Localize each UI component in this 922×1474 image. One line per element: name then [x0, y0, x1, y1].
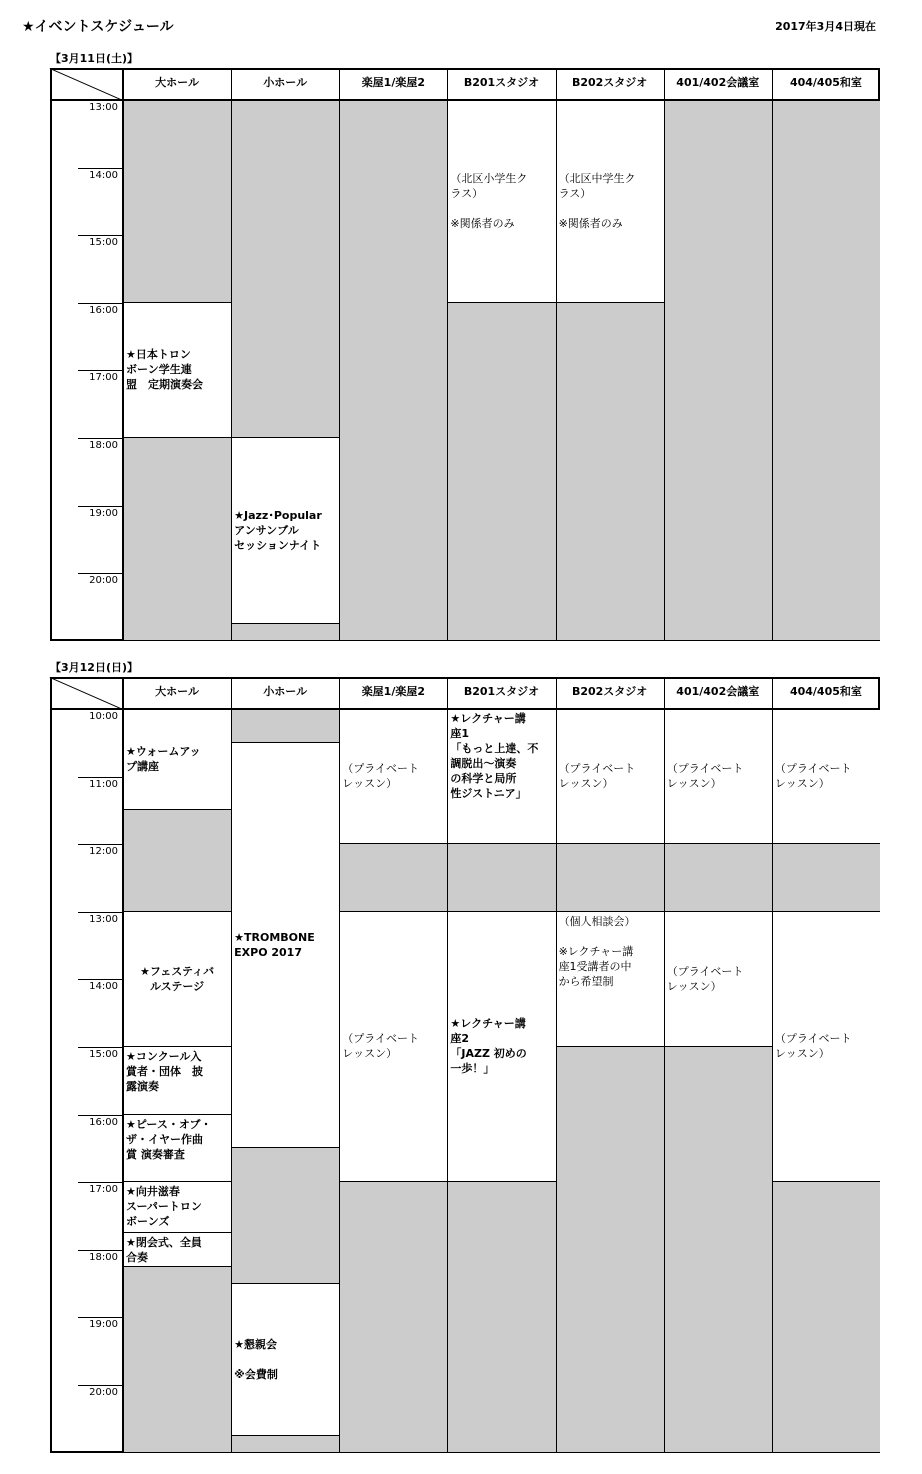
hour-line	[78, 168, 123, 169]
event-text: ★ピース・オブ・ ザ・イヤー作曲 賞 演奏審査	[126, 1117, 212, 1161]
unavailable-slot	[664, 844, 772, 912]
room-header: 401/402会議室	[676, 76, 760, 89]
event-block[interactable]	[339, 709, 447, 844]
room-header: 401/402会議室	[676, 685, 760, 698]
room-header: 404/405和室	[789, 76, 862, 89]
unavailable-slot	[123, 810, 231, 911]
hour-line	[78, 1250, 123, 1251]
time-label: 10:00	[89, 711, 118, 722]
hour-line	[78, 1182, 123, 1183]
time-label: 15:00	[89, 237, 118, 249]
event-text: ★レクチャー講 座2 「JAZZ 初めの 一歩！」	[450, 1017, 527, 1076]
unavailable-slot	[339, 1182, 447, 1452]
time-label: 14:00	[89, 169, 118, 181]
time-label: 12:00	[89, 846, 118, 858]
hour-line	[78, 370, 123, 371]
unavailable-slot	[231, 100, 339, 438]
time-label: 14:00	[89, 981, 118, 993]
unavailable-slot	[339, 844, 447, 912]
time-label: 18:00	[89, 1251, 118, 1263]
column-divider	[231, 68, 232, 641]
hour-line	[78, 979, 123, 980]
event-block[interactable]	[123, 1047, 231, 1115]
event-text: （プライベート レッスン）	[342, 762, 419, 791]
unavailable-slot	[231, 624, 339, 641]
time-label: 16:00	[89, 1116, 118, 1128]
unavailable-slot	[772, 100, 880, 641]
event-block[interactable]	[556, 709, 664, 844]
room-header: 小ホール	[263, 685, 308, 698]
room-header: B201スタジオ	[463, 76, 540, 89]
time-label: 17:00	[89, 1184, 118, 1196]
event-block[interactable]	[772, 709, 880, 844]
hour-line	[78, 438, 123, 439]
event-text: （プライベート レッスン）	[558, 762, 636, 791]
time-label: 13:00	[89, 913, 118, 925]
column-divider	[664, 677, 665, 1453]
unavailable-slot	[772, 844, 880, 912]
event-block[interactable]	[123, 1233, 231, 1267]
event-text: ★ウォームアッ プ講座	[126, 745, 201, 774]
event-text: ★懇親会 ※会費制	[234, 1337, 278, 1381]
unavailable-slot	[664, 100, 772, 641]
event-block[interactable]	[231, 1284, 339, 1436]
event-block[interactable]	[447, 709, 555, 844]
event-text: ★フェスティバ ルステージ	[139, 964, 215, 993]
column-divider	[556, 677, 557, 1453]
unavailable-slot	[123, 100, 231, 303]
unavailable-slot	[556, 1047, 664, 1453]
event-text: （プライベート レッスン）	[774, 762, 852, 791]
column-divider	[231, 677, 232, 1453]
unavailable-slot	[123, 1267, 231, 1453]
event-block[interactable]	[664, 709, 772, 844]
unavailable-slot	[772, 1182, 880, 1452]
hour-line	[78, 1385, 123, 1386]
room-header: B202スタジオ	[571, 76, 648, 89]
column-divider	[772, 68, 773, 641]
event-text: （プライベート レッスン）	[666, 762, 744, 791]
time-label: 17:00	[89, 372, 118, 384]
hour-line	[78, 303, 123, 304]
hour-line	[78, 1317, 123, 1318]
schedule-table-march-11	[50, 68, 880, 641]
time-label: 16:00	[89, 304, 118, 316]
time-column-divider	[122, 68, 124, 641]
unavailable-slot	[231, 709, 339, 743]
time-column-divider	[122, 677, 124, 1453]
column-divider	[447, 677, 448, 1453]
time-label: 20:00	[89, 1387, 118, 1398]
schedule-table-march-12	[50, 677, 880, 1453]
time-label: 18:00	[89, 440, 118, 451]
event-text: （プライベート レッスン）	[774, 1032, 852, 1061]
column-divider	[339, 68, 340, 641]
hour-line	[78, 506, 123, 507]
time-label: 11:00	[89, 778, 118, 790]
unavailable-slot	[231, 1436, 339, 1453]
unavailable-slot	[447, 844, 555, 912]
column-divider	[339, 677, 340, 1453]
time-label: 13:00	[89, 102, 118, 113]
time-label: 19:00	[89, 507, 118, 519]
day-label-march-11: 【3月11日(土)】	[50, 52, 139, 65]
time-label: 15:00	[89, 1049, 118, 1060]
event-text: ★コンクール入 賞者・団体 披 露演奏	[126, 1050, 203, 1093]
hour-line	[78, 235, 123, 236]
room-header: 小ホール	[263, 76, 308, 89]
event-block[interactable]	[123, 912, 231, 1047]
day-label-march-12: 【3月12日(日)】	[50, 661, 139, 674]
event-block[interactable]	[447, 912, 555, 1182]
time-label: 20:00	[89, 575, 118, 587]
hour-line	[78, 1115, 123, 1116]
hour-line	[78, 573, 123, 574]
event-text: （プライベート レッスン）	[342, 1032, 419, 1061]
room-header: 大ホール	[155, 685, 199, 698]
hour-line	[78, 912, 123, 913]
event-text: ★レクチャー講 座1 「もっと上達、不 調脱出～演奏 の科学と局所 性ジストニア」	[450, 712, 539, 800]
column-divider	[556, 68, 557, 641]
event-text: （北区小学生ク ラス） ※関係者のみ	[450, 171, 528, 230]
room-header: 404/405和室	[789, 685, 862, 698]
unavailable-slot	[556, 844, 664, 912]
event-block[interactable]	[123, 303, 231, 438]
event-block[interactable]	[231, 743, 339, 1149]
column-divider	[664, 68, 665, 641]
event-block[interactable]	[123, 1182, 231, 1233]
unavailable-slot	[339, 100, 447, 641]
column-divider	[772, 677, 773, 1453]
hour-line	[78, 1047, 123, 1048]
unavailable-slot	[231, 1148, 339, 1283]
room-header: 楽屋1/楽屋2	[361, 76, 426, 89]
unavailable-slot	[556, 303, 664, 641]
time-label: 19:00	[89, 1319, 118, 1331]
room-header: B201スタジオ	[463, 685, 540, 698]
as-of-date: 2017年3月4日現在	[775, 20, 876, 33]
unavailable-slot	[123, 438, 231, 641]
unavailable-slot	[447, 1182, 555, 1452]
event-block[interactable]	[556, 912, 664, 1047]
event-block[interactable]	[664, 912, 772, 1047]
room-header: B202スタジオ	[571, 685, 648, 698]
unavailable-slot	[664, 1047, 772, 1453]
hour-line	[78, 844, 123, 845]
room-header: 大ホール	[155, 76, 199, 89]
unavailable-slot	[447, 303, 555, 641]
hour-line	[78, 777, 123, 778]
column-divider	[447, 68, 448, 641]
event-block[interactable]	[123, 709, 231, 810]
event-text: ★向井滋春 スーパートロン ボーンズ	[126, 1185, 202, 1229]
event-text: （プライベート レッスン）	[666, 964, 744, 993]
event-block[interactable]	[123, 1115, 231, 1183]
event-text: ★Jazz･Popular アンサンブル セッションナイト	[234, 508, 322, 552]
event-text: ★閉会式、全員 合奏	[126, 1235, 202, 1264]
event-text: ★日本トロン ボーン学生連 盟 定期演奏会	[126, 348, 203, 392]
page-title: ★イベントスケジュール	[22, 19, 174, 35]
event-block[interactable]	[447, 100, 555, 303]
room-header: 楽屋1/楽屋2	[361, 685, 426, 698]
event-block[interactable]	[339, 912, 447, 1182]
event-block[interactable]	[556, 100, 664, 303]
event-block[interactable]	[231, 438, 339, 624]
event-text: （北区中学生ク ラス） ※関係者のみ	[558, 171, 636, 230]
event-text: ★TROMBONE EXPO 2017	[234, 931, 315, 960]
event-text: （個人相談会） ※レクチャー講 座1受講者の中 から希望制	[558, 914, 636, 988]
event-block[interactable]	[772, 912, 880, 1182]
